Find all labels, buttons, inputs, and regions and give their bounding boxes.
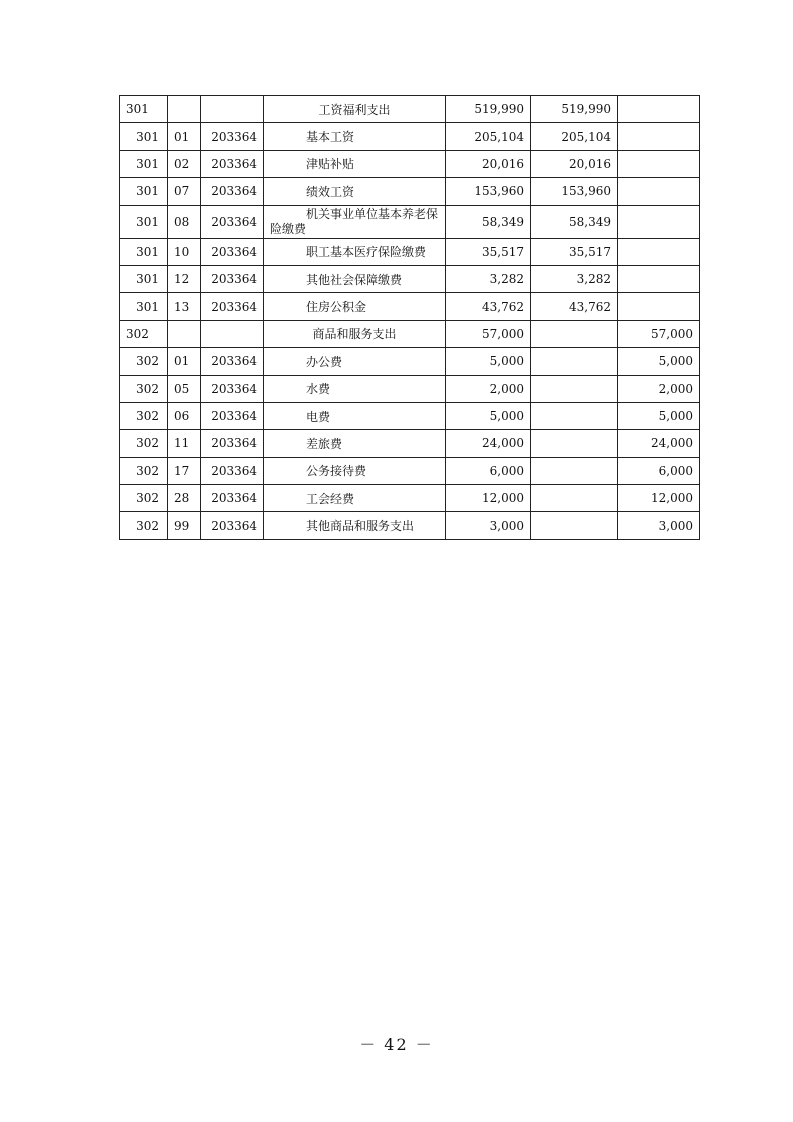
item-name: 商品和服务支出 — [264, 320, 446, 347]
total-amount: 3,000 — [446, 512, 531, 539]
project-amount: 57,000 — [618, 320, 700, 347]
table-row — [120, 178, 700, 205]
basic-amount — [531, 402, 618, 429]
total-amount: 57,000 — [446, 320, 531, 347]
category-code: 302 — [120, 348, 168, 375]
unit-code: 203364 — [201, 265, 264, 292]
table-row — [120, 375, 700, 402]
basic-amount: 43,762 — [531, 293, 618, 320]
basic-amount: 20,016 — [531, 150, 618, 177]
item-name: 差旅费 — [264, 430, 446, 457]
total-amount: 24,000 — [446, 430, 531, 457]
category-code: 301 — [120, 178, 168, 205]
subcategory-code: 08 — [168, 205, 201, 238]
unit-code: 203364 — [201, 485, 264, 512]
subcategory-code: 12 — [168, 265, 201, 292]
unit-code: 203364 — [201, 150, 264, 177]
project-amount — [618, 238, 700, 265]
subcategory-code — [168, 320, 201, 347]
subcategory-code: 01 — [168, 123, 201, 150]
category-code: 301 — [120, 150, 168, 177]
item-name: 公务接待费 — [264, 457, 446, 484]
category-code: 302 — [120, 512, 168, 539]
item-name-line1: 机关事业单位基本养老保 — [306, 206, 439, 221]
table-row — [120, 348, 700, 375]
total-amount: 5,000 — [446, 402, 531, 429]
project-amount: 2,000 — [618, 375, 700, 402]
item-name: 其他社会保障缴费 — [264, 265, 446, 292]
category-code: 302 — [120, 485, 168, 512]
basic-amount — [531, 348, 618, 375]
table-row — [120, 293, 700, 320]
unit-code: 203364 — [201, 457, 264, 484]
unit-code — [201, 96, 264, 123]
total-amount: 6,000 — [446, 457, 531, 484]
subcategory-code: 02 — [168, 150, 201, 177]
project-amount — [618, 265, 700, 292]
project-amount — [618, 293, 700, 320]
category-code: 302 — [120, 457, 168, 484]
subcategory-code: 10 — [168, 238, 201, 265]
table-row — [120, 96, 700, 123]
total-amount: 12,000 — [446, 485, 531, 512]
table-row — [120, 512, 700, 539]
item-name: 基本工资 — [264, 123, 446, 150]
unit-code: 203364 — [201, 238, 264, 265]
project-amount: 6,000 — [618, 457, 700, 484]
unit-code: 203364 — [201, 123, 264, 150]
total-amount: 153,960 — [446, 178, 531, 205]
basic-amount — [531, 430, 618, 457]
item-name: 住房公积金 — [264, 293, 446, 320]
item-name: 津贴补贴 — [264, 150, 446, 177]
basic-amount — [531, 512, 618, 539]
total-amount: 5,000 — [446, 348, 531, 375]
subcategory-code: 06 — [168, 402, 201, 429]
total-amount: 205,104 — [446, 123, 531, 150]
subcategory-code: 99 — [168, 512, 201, 539]
subcategory-code: 01 — [168, 348, 201, 375]
project-amount: 12,000 — [618, 485, 700, 512]
total-amount: 43,762 — [446, 293, 531, 320]
project-amount — [618, 178, 700, 205]
basic-amount — [531, 457, 618, 484]
project-amount — [618, 150, 700, 177]
category-code: 301 — [120, 96, 168, 123]
table-row — [120, 150, 700, 177]
subcategory-code: 07 — [168, 178, 201, 205]
subcategory-code: 11 — [168, 430, 201, 457]
basic-amount: 205,104 — [531, 123, 618, 150]
basic-amount: 58,349 — [531, 205, 618, 238]
item-name: 水费 — [264, 375, 446, 402]
category-code: 301 — [120, 293, 168, 320]
budget-table — [119, 95, 700, 540]
category-code: 301 — [120, 123, 168, 150]
item-name: 工资福利支出 — [264, 96, 446, 123]
project-amount — [618, 96, 700, 123]
category-code: 301 — [120, 205, 168, 238]
item-name: 办公费 — [264, 348, 446, 375]
item-name: 职工基本医疗保险缴费 — [264, 238, 446, 265]
table-row — [120, 238, 700, 265]
basic-amount: 35,517 — [531, 238, 618, 265]
unit-code — [201, 320, 264, 347]
category-code: 301 — [120, 265, 168, 292]
unit-code: 203364 — [201, 375, 264, 402]
category-code: 302 — [120, 402, 168, 429]
table-row — [120, 320, 700, 347]
item-name: 工会经费 — [264, 485, 446, 512]
category-code: 301 — [120, 238, 168, 265]
item-name: 绩效工资 — [264, 178, 446, 205]
basic-amount — [531, 375, 618, 402]
subcategory-code: 05 — [168, 375, 201, 402]
item-name — [264, 205, 446, 238]
unit-code: 203364 — [201, 512, 264, 539]
project-amount — [618, 205, 700, 238]
table-row — [120, 265, 700, 292]
category-code: 302 — [120, 320, 168, 347]
category-code: 302 — [120, 375, 168, 402]
item-name: 电费 — [264, 402, 446, 429]
subcategory-code — [168, 96, 201, 123]
subcategory-code: 28 — [168, 485, 201, 512]
unit-code: 203364 — [201, 402, 264, 429]
project-amount — [618, 123, 700, 150]
total-amount: 2,000 — [446, 375, 531, 402]
table-row — [120, 123, 700, 150]
unit-code: 203364 — [201, 178, 264, 205]
unit-code: 203364 — [201, 348, 264, 375]
total-amount: 35,517 — [446, 238, 531, 265]
total-amount: 20,016 — [446, 150, 531, 177]
project-amount: 24,000 — [618, 430, 700, 457]
total-amount: 58,349 — [446, 205, 531, 238]
item-name: 其他商品和服务支出 — [264, 512, 446, 539]
total-amount: 519,990 — [446, 96, 531, 123]
project-amount: 3,000 — [618, 512, 700, 539]
table-row — [120, 457, 700, 484]
subcategory-code: 13 — [168, 293, 201, 320]
unit-code: 203364 — [201, 293, 264, 320]
table-row — [120, 485, 700, 512]
basic-amount — [531, 485, 618, 512]
basic-amount: 519,990 — [531, 96, 618, 123]
subcategory-code: 17 — [168, 457, 201, 484]
basic-amount: 153,960 — [531, 178, 618, 205]
page-number: － 42 － — [359, 1035, 434, 1054]
project-amount: 5,000 — [618, 402, 700, 429]
table-row — [120, 205, 700, 238]
category-code: 302 — [120, 430, 168, 457]
basic-amount: 3,282 — [531, 265, 618, 292]
item-name-line2: 险缴费 — [270, 221, 307, 236]
table-row — [120, 402, 700, 429]
project-amount: 5,000 — [618, 348, 700, 375]
basic-amount — [531, 320, 618, 347]
total-amount: 3,282 — [446, 265, 531, 292]
unit-code: 203364 — [201, 205, 264, 238]
unit-code: 203364 — [201, 430, 264, 457]
table-row — [120, 430, 700, 457]
